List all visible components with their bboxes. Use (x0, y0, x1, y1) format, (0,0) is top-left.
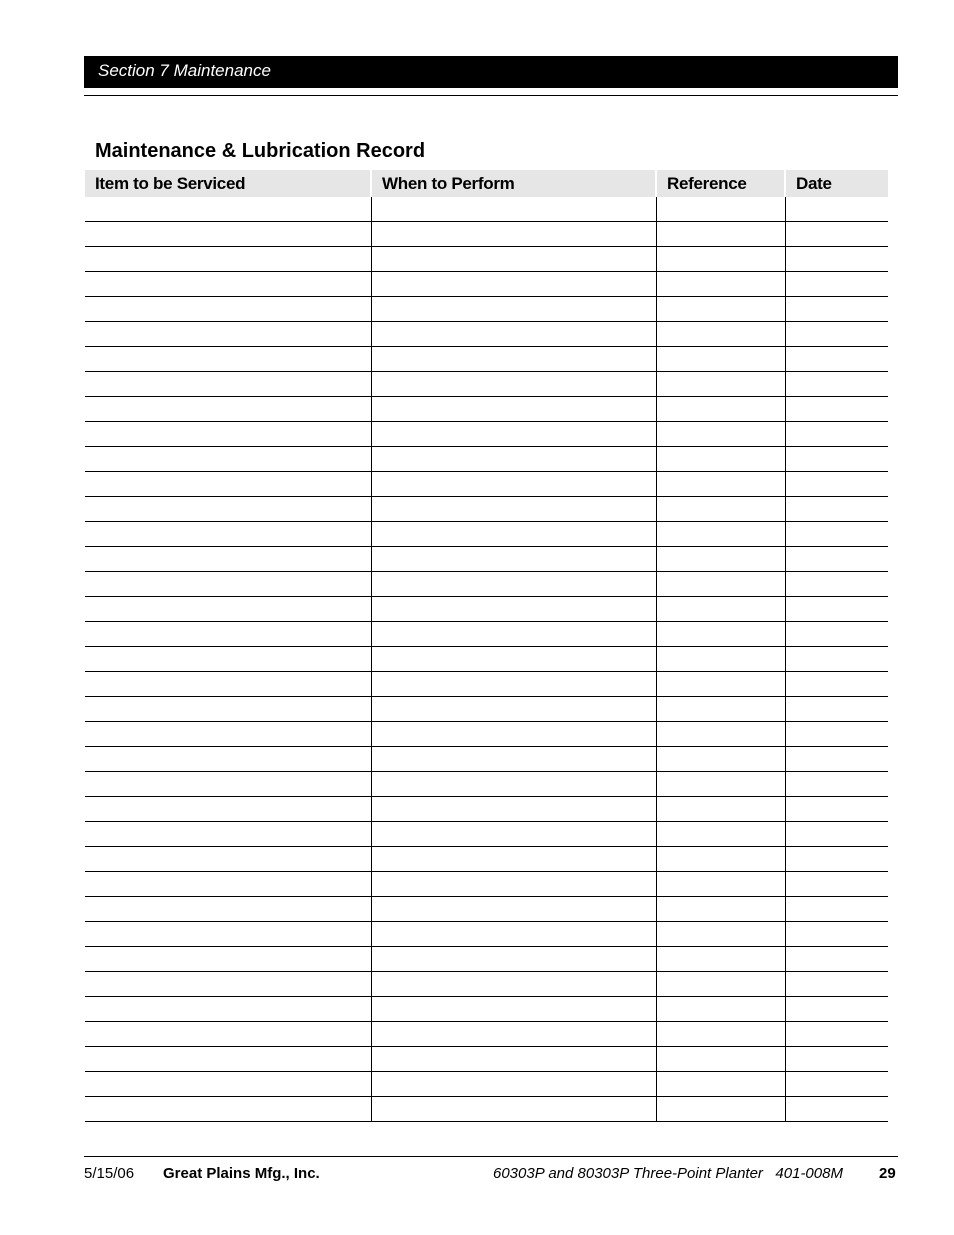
cell-reference (656, 497, 785, 522)
cell-when (371, 747, 656, 772)
section-divider (84, 95, 898, 96)
cell-reference (656, 347, 785, 372)
cell-date (785, 1072, 888, 1097)
table-row (85, 572, 888, 597)
cell-date (785, 997, 888, 1022)
cell-item (85, 822, 371, 847)
table-row (85, 597, 888, 622)
table-row (85, 1022, 888, 1047)
column-header-reference: Reference (656, 170, 785, 197)
table-row (85, 747, 888, 772)
cell-reference (656, 297, 785, 322)
cell-item (85, 897, 371, 922)
cell-date (785, 222, 888, 247)
cell-when (371, 622, 656, 647)
cell-date (785, 647, 888, 672)
cell-date (785, 672, 888, 697)
cell-when (371, 597, 656, 622)
table-row (85, 347, 888, 372)
cell-when (371, 372, 656, 397)
cell-reference (656, 472, 785, 497)
cell-when (371, 522, 656, 547)
cell-item (85, 997, 371, 1022)
cell-when (371, 972, 656, 997)
cell-reference (656, 547, 785, 572)
cell-reference (656, 572, 785, 597)
cell-reference (656, 797, 785, 822)
cell-date (785, 972, 888, 997)
cell-date (785, 1097, 888, 1122)
cell-reference (656, 322, 785, 347)
cell-reference (656, 272, 785, 297)
cell-reference (656, 222, 785, 247)
cell-reference (656, 597, 785, 622)
cell-reference (656, 1097, 785, 1122)
table-row (85, 522, 888, 547)
cell-when (371, 1097, 656, 1122)
cell-date (785, 197, 888, 222)
cell-date (785, 272, 888, 297)
table-row (85, 772, 888, 797)
cell-when (371, 897, 656, 922)
table-row (85, 222, 888, 247)
cell-date (785, 322, 888, 347)
cell-item (85, 572, 371, 597)
cell-when (371, 997, 656, 1022)
cell-date (785, 372, 888, 397)
cell-date (785, 797, 888, 822)
page-number: 29 (879, 1165, 896, 1182)
table-header-row (85, 170, 888, 197)
table-row (85, 622, 888, 647)
table-row (85, 697, 888, 722)
cell-item (85, 472, 371, 497)
cell-item (85, 872, 371, 897)
cell-date (785, 297, 888, 322)
cell-date (785, 572, 888, 597)
cell-when (371, 722, 656, 747)
cell-reference (656, 647, 785, 672)
cell-item (85, 647, 371, 672)
cell-date (785, 397, 888, 422)
cell-reference (656, 772, 785, 797)
table-body (85, 197, 888, 1122)
cell-date (785, 522, 888, 547)
cell-date (785, 597, 888, 622)
cell-reference (656, 422, 785, 447)
cell-item (85, 697, 371, 722)
table-row (85, 947, 888, 972)
table-row (85, 422, 888, 447)
cell-date (785, 472, 888, 497)
footer-divider (84, 1156, 898, 1157)
cell-when (371, 447, 656, 472)
cell-date (785, 747, 888, 772)
cell-item (85, 222, 371, 247)
cell-when (371, 222, 656, 247)
cell-when (371, 1072, 656, 1097)
cell-reference (656, 872, 785, 897)
cell-reference (656, 522, 785, 547)
cell-date (785, 822, 888, 847)
cell-reference (656, 1022, 785, 1047)
table-row (85, 1072, 888, 1097)
cell-date (785, 897, 888, 922)
cell-item (85, 847, 371, 872)
table-row (85, 647, 888, 672)
cell-when (371, 772, 656, 797)
table-row (85, 397, 888, 422)
cell-when (371, 647, 656, 672)
cell-item (85, 972, 371, 997)
table-row (85, 372, 888, 397)
table-row (85, 672, 888, 697)
cell-date (785, 447, 888, 472)
cell-when (371, 247, 656, 272)
cell-date (785, 922, 888, 947)
table-row (85, 847, 888, 872)
cell-item (85, 447, 371, 472)
cell-item (85, 672, 371, 697)
cell-item (85, 347, 371, 372)
cell-reference (656, 847, 785, 872)
table-row (85, 997, 888, 1022)
cell-when (371, 547, 656, 572)
column-header-item: Item to be Serviced (85, 170, 371, 197)
cell-item (85, 497, 371, 522)
cell-date (785, 247, 888, 272)
table-row (85, 497, 888, 522)
cell-reference (656, 672, 785, 697)
cell-item (85, 747, 371, 772)
cell-when (371, 1022, 656, 1047)
cell-item (85, 1047, 371, 1072)
cell-date (785, 622, 888, 647)
table-row (85, 547, 888, 572)
cell-when (371, 397, 656, 422)
cell-item (85, 947, 371, 972)
footer-company: Great Plains Mfg., Inc. (163, 1165, 320, 1182)
cell-item (85, 1072, 371, 1097)
cell-item (85, 1022, 371, 1047)
cell-date (785, 1047, 888, 1072)
cell-reference (656, 922, 785, 947)
table-row (85, 922, 888, 947)
cell-reference (656, 247, 785, 272)
table-row (85, 722, 888, 747)
table-row (85, 197, 888, 222)
cell-when (371, 847, 656, 872)
cell-date (785, 722, 888, 747)
cell-reference (656, 372, 785, 397)
cell-when (371, 472, 656, 497)
cell-item (85, 922, 371, 947)
cell-reference (656, 947, 785, 972)
cell-reference (656, 397, 785, 422)
table-row (85, 1047, 888, 1072)
cell-reference (656, 897, 785, 922)
cell-item (85, 722, 371, 747)
cell-reference (656, 1047, 785, 1072)
table-row (85, 272, 888, 297)
cell-item (85, 597, 371, 622)
column-header-when: When to Perform (371, 170, 656, 197)
cell-reference (656, 447, 785, 472)
cell-item (85, 797, 371, 822)
cell-reference (656, 197, 785, 222)
footer-document-title: 60303P and 80303P Three-Point Planter 401-008M (493, 1165, 843, 1182)
cell-reference (656, 822, 785, 847)
cell-item (85, 297, 371, 322)
table-row (85, 872, 888, 897)
column-header-date: Date (785, 170, 888, 197)
cell-when (371, 697, 656, 722)
cell-when (371, 672, 656, 697)
cell-date (785, 497, 888, 522)
table-row (85, 972, 888, 997)
cell-item (85, 422, 371, 447)
cell-when (371, 422, 656, 447)
table-row (85, 322, 888, 347)
cell-when (371, 197, 656, 222)
cell-item (85, 272, 371, 297)
cell-item (85, 197, 371, 222)
cell-when (371, 1047, 656, 1072)
cell-when (371, 922, 656, 947)
cell-date (785, 547, 888, 572)
table-row (85, 297, 888, 322)
cell-date (785, 847, 888, 872)
cell-reference (656, 747, 785, 772)
cell-when (371, 347, 656, 372)
table-row (85, 897, 888, 922)
cell-date (785, 947, 888, 972)
table-row (85, 1097, 888, 1122)
cell-date (785, 872, 888, 897)
cell-reference (656, 622, 785, 647)
cell-date (785, 347, 888, 372)
table-row (85, 472, 888, 497)
cell-when (371, 872, 656, 897)
table-row (85, 247, 888, 272)
cell-when (371, 797, 656, 822)
section-header-bar (84, 56, 898, 88)
cell-when (371, 822, 656, 847)
cell-date (785, 1022, 888, 1047)
cell-item (85, 1097, 371, 1122)
cell-when (371, 272, 656, 297)
cell-when (371, 572, 656, 597)
cell-when (371, 322, 656, 347)
cell-date (785, 697, 888, 722)
cell-date (785, 772, 888, 797)
cell-when (371, 497, 656, 522)
table-row (85, 822, 888, 847)
cell-reference (656, 722, 785, 747)
cell-reference (656, 697, 785, 722)
cell-item (85, 322, 371, 347)
footer-date: 5/15/06 (84, 1165, 135, 1182)
cell-reference (656, 972, 785, 997)
cell-date (785, 422, 888, 447)
cell-item (85, 622, 371, 647)
page-title: Maintenance & Lubrication Record (95, 140, 426, 162)
cell-item (85, 547, 371, 572)
cell-reference (656, 997, 785, 1022)
table-row (85, 797, 888, 822)
section-label: Section 7 Maintenance (98, 61, 271, 80)
maintenance-record-table (85, 170, 888, 1122)
cell-item (85, 522, 371, 547)
cell-item (85, 372, 371, 397)
cell-when (371, 297, 656, 322)
cell-item (85, 772, 371, 797)
table-row (85, 447, 888, 472)
cell-reference (656, 1072, 785, 1097)
cell-item (85, 397, 371, 422)
cell-when (371, 947, 656, 972)
cell-item (85, 247, 371, 272)
